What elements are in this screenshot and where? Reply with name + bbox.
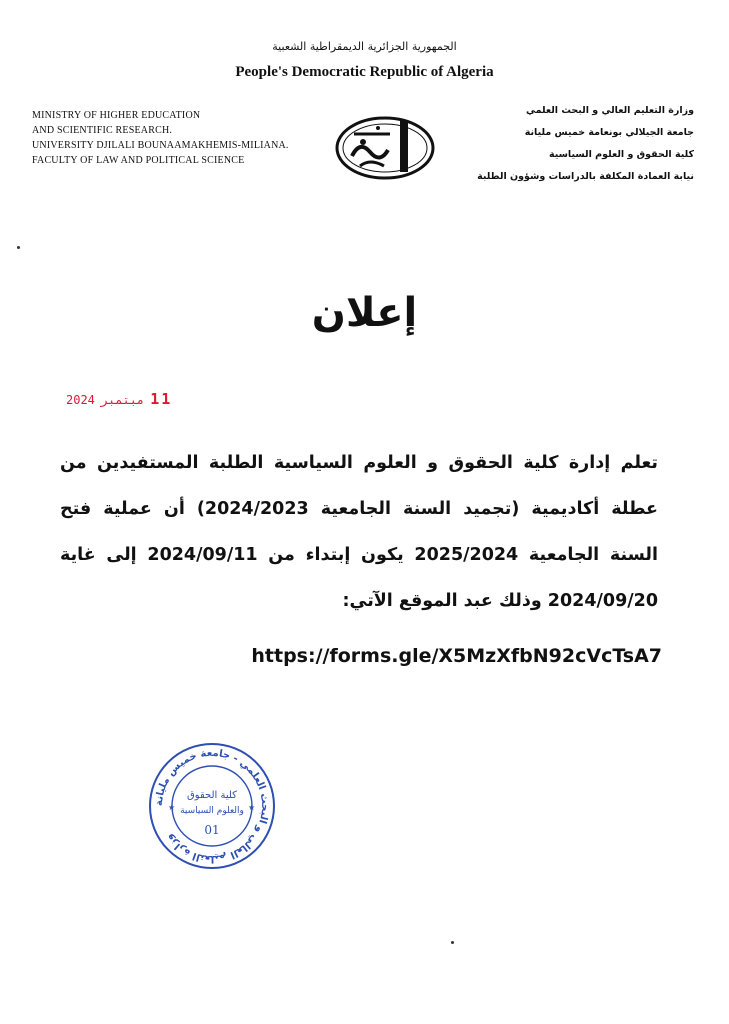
ministry-line: MINISTRY OF HIGHER EDUCATION	[32, 110, 201, 121]
faculty-line: FACULTY OF LAW AND POLITICAL SCIENCE	[32, 155, 245, 166]
university-line: UNIVERSITY DJILALI BOUNAAMAKHEMIS-MILIANA.	[32, 140, 289, 151]
vice-dean-ar-line: نيابة العمادة المكلفة بالدراسات وشؤون الطلبة	[477, 171, 694, 182]
ministry-ar-line: وزارة التعليم العالي و البحث العلمي	[526, 105, 694, 116]
seal-line-1: كلية الحقوق	[187, 790, 237, 801]
date-day: 11	[150, 390, 173, 408]
page-title: إعلان	[311, 290, 418, 336]
ministry-line: AND SCIENTIFIC RESEARCH.	[32, 125, 173, 136]
announcement-body: تعلم إدارة كلية الحقوق و العلوم السياسية الطلبة المستفيدين من عطلة أكاديمية (تجميد السنة الجامعية 2024/2023) أن عملية فتح السنة الجامعية 2025/2024 يكون إبتداء من 2024/09/11 إلى غاية 2024/09/20 وذلك عبد الموقع الآتي:	[60, 453, 659, 611]
arabic-state-header: الجمهورية الجزائرية الديمقراطية الشعبية	[272, 40, 457, 53]
ministry-arabic-block	[464, 100, 694, 188]
seal-star-icon: ★	[248, 803, 256, 812]
faculty-ar-line: كلية الحقوق و العلوم السياسية	[548, 149, 694, 160]
ministry-english-block	[32, 108, 332, 168]
date-stamp	[66, 390, 172, 408]
seal-line-2: والعلوم السياسية	[180, 806, 244, 816]
form-link[interactable]: https://forms.gle/X5MzXfbN92cVcTsA7	[251, 645, 662, 667]
seal-star-icon: ★	[168, 803, 176, 812]
seal-outer-text: وزارة التعليم العالي و البحث العلمي - جامعة خميس مليانة	[153, 747, 271, 865]
date-month: مبتمبر	[100, 393, 145, 407]
university-logo	[330, 112, 440, 182]
university-ar-line: جامعة الجيلالي بونعامة خميس مليانة	[524, 127, 694, 138]
official-seal	[146, 740, 278, 872]
speck	[451, 941, 454, 944]
english-state-header: People's Democratic Republic of Algeria	[235, 64, 494, 80]
seal-number: 01	[204, 823, 220, 837]
date-year: 2024	[66, 393, 95, 407]
speck	[17, 246, 20, 249]
